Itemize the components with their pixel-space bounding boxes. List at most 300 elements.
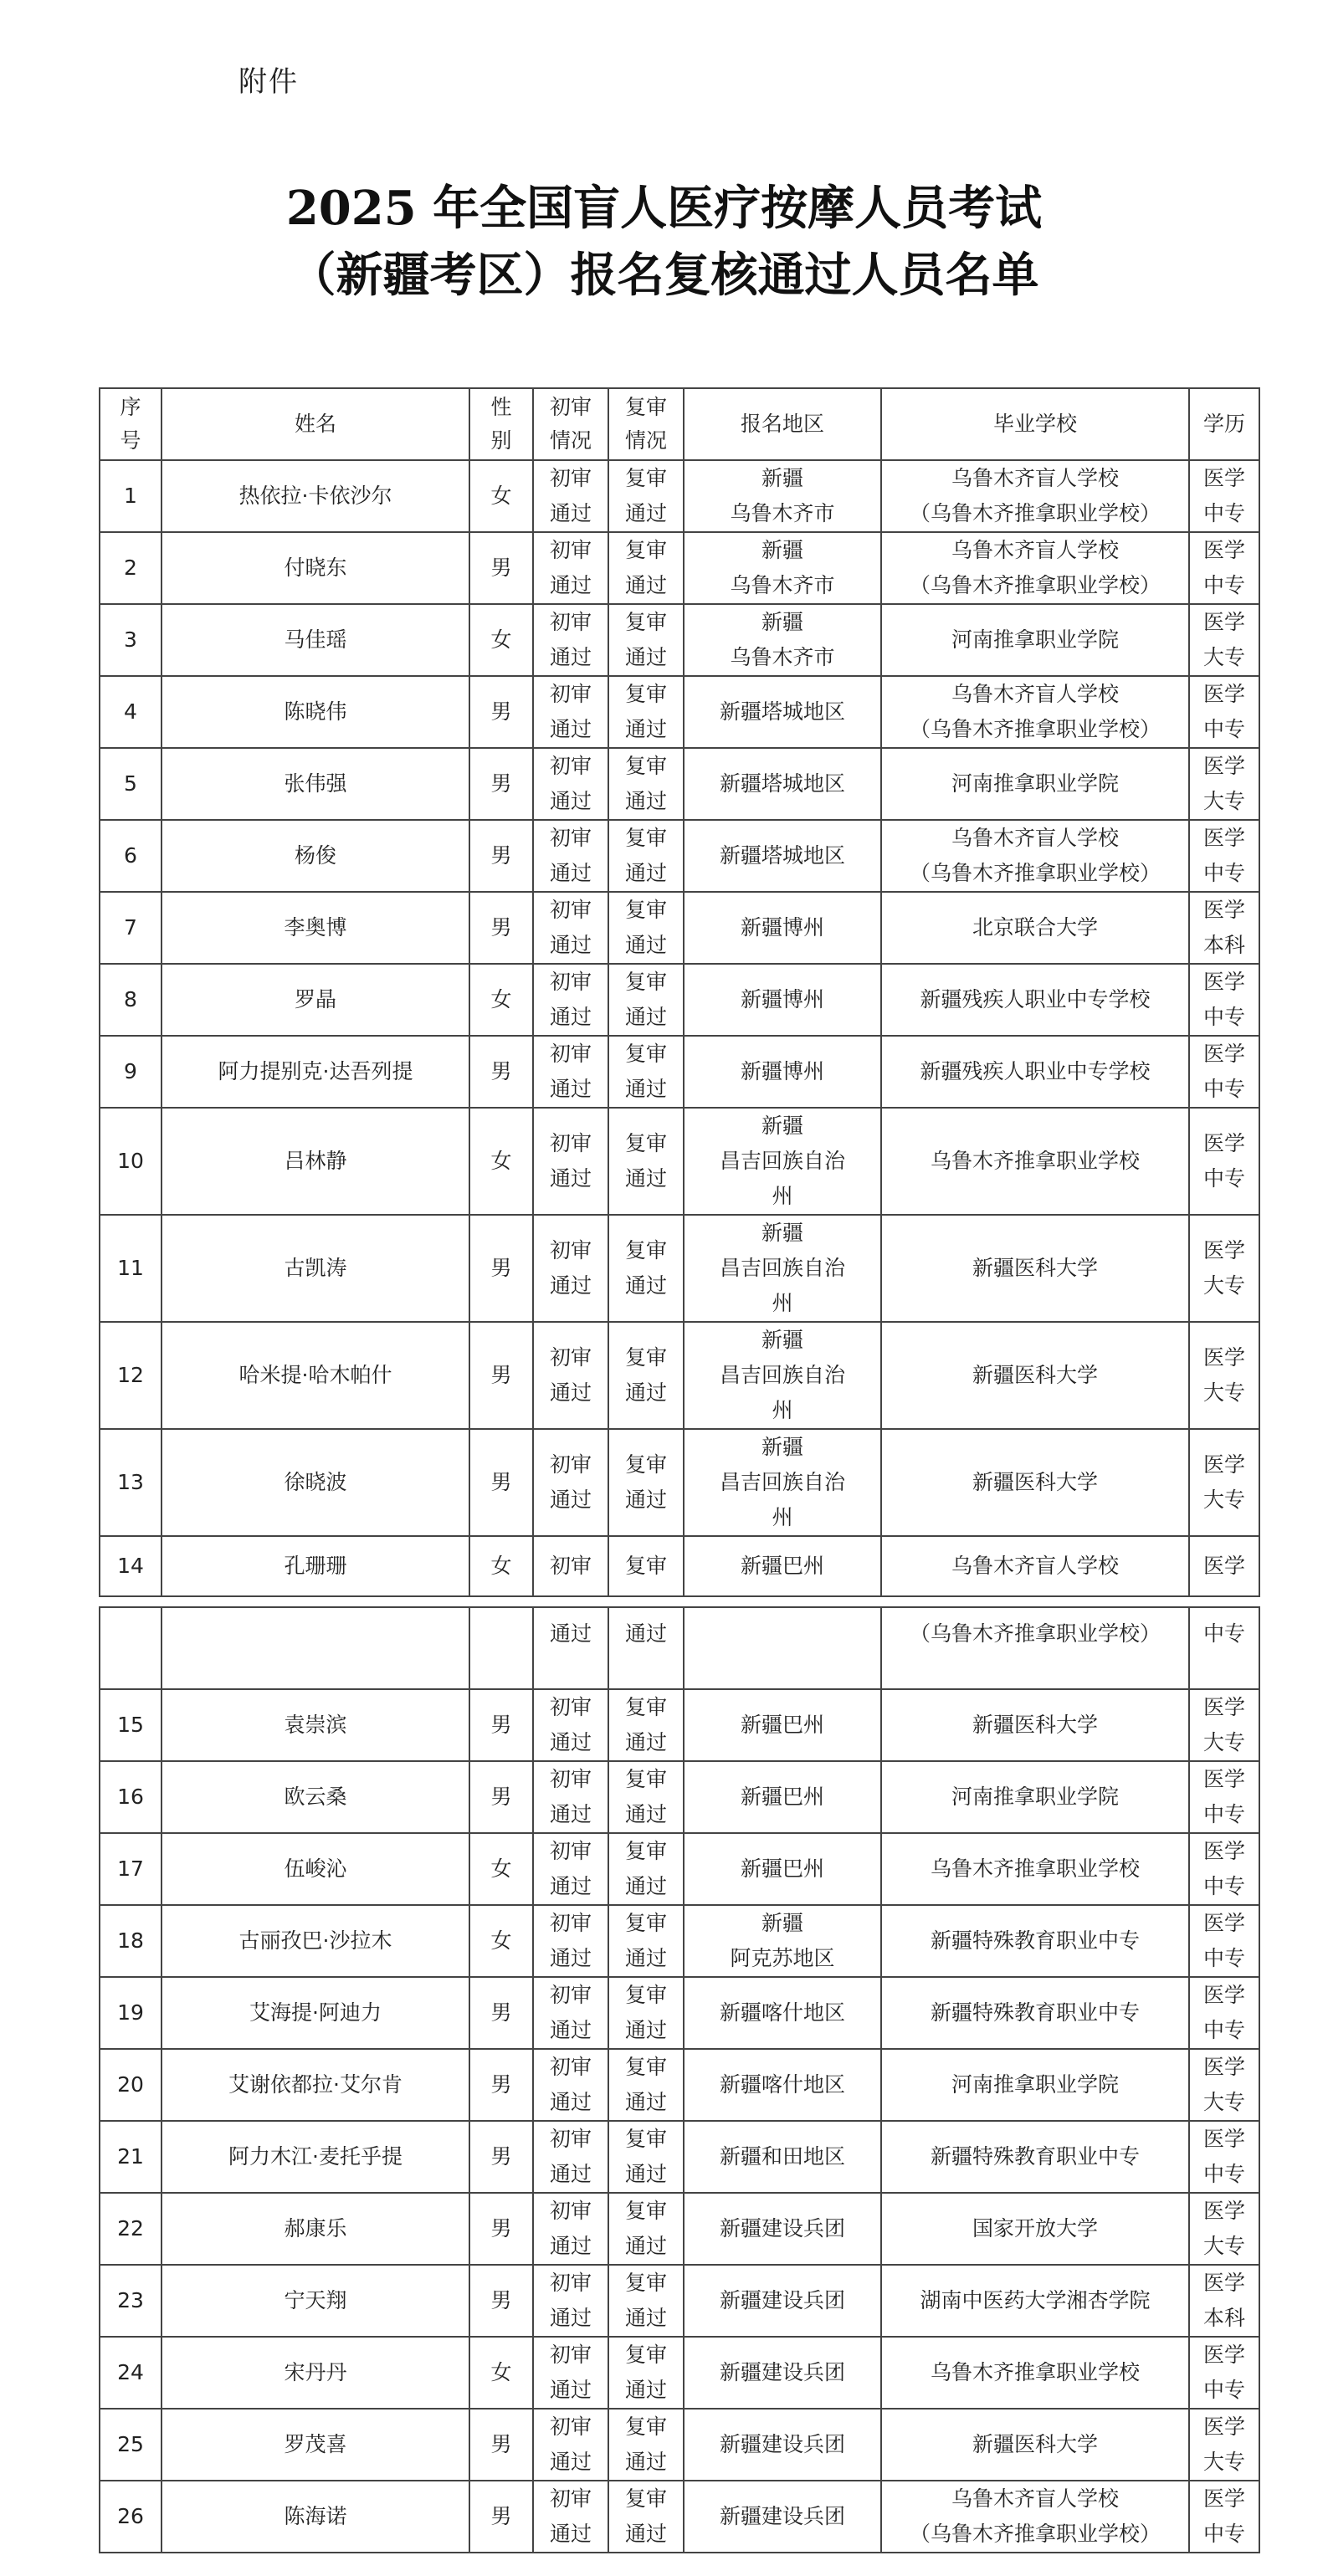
cell-line: 大专 [1202, 2450, 1245, 2474]
cell-line: 通过 [549, 1730, 592, 1754]
cell-line: 复审 [624, 1131, 667, 1155]
cell-name: 陈海诺 [162, 2481, 469, 2553]
cell-education [1189, 1036, 1259, 1108]
cell-name: 宁天翔 [162, 2265, 469, 2337]
table-row [100, 1429, 1259, 1536]
cell-line: 湖南中医药大学湘杏学院 [920, 2288, 1151, 2312]
cell-school [881, 1905, 1189, 1977]
cell-second-review [608, 2121, 684, 2193]
cell-education [1189, 1761, 1259, 1833]
cell-line: 通过 [549, 1005, 592, 1029]
cell-second-review [608, 1215, 684, 1322]
cell-initial-review [533, 532, 608, 604]
cell-school [881, 2121, 1189, 2193]
cell-line: 医学 [1202, 1042, 1245, 1066]
cell-line: 初审 [549, 682, 592, 706]
table-row [100, 532, 1259, 604]
cell-seq: 16 [100, 1761, 162, 1833]
cell-line: 国家开放大学 [972, 2216, 1098, 2241]
table-row [100, 2193, 1259, 2265]
cell-line: 通过 [624, 1005, 667, 1029]
cell-school [881, 1108, 1189, 1215]
cell-initial-review [533, 1322, 608, 1429]
cell-second-review [608, 676, 684, 748]
cell-line: 通过 [549, 1621, 592, 1646]
cell-line: 医学 [1202, 2271, 1245, 2295]
cell-initial-review [533, 1689, 608, 1761]
cell-line: 中专 [1202, 1166, 1245, 1191]
cell-line: 通过 [624, 1802, 667, 1826]
cell-school [881, 748, 1189, 820]
cell-school [881, 964, 1189, 1036]
document-title-line1: 2025 年全国盲人医疗按摩人员考试 [285, 181, 1043, 236]
cell-line: 通过 [549, 2162, 592, 2186]
cell-line: 新疆巴州 [740, 1856, 824, 1881]
header-region: 报名地区 [684, 388, 881, 460]
cell-line: 北京联合大学 [972, 915, 1098, 940]
cell-line: 初审 [549, 610, 592, 634]
cell-region [684, 1761, 881, 1833]
cell-gender: 男 [469, 1215, 533, 1322]
cell-gender: 男 [469, 1761, 533, 1833]
cell-line: 初审 [549, 1452, 592, 1477]
cell-line: 州 [772, 1291, 793, 1315]
cell-line: 初审 [549, 1767, 592, 1791]
cell-school [881, 1833, 1189, 1905]
cell-region [684, 820, 881, 892]
cell-region [684, 964, 881, 1036]
cell-initial-review [533, 820, 608, 892]
cell-line: 复审 [624, 754, 667, 778]
cell-line: 通过 [549, 1273, 592, 1298]
cell-second-review [608, 1536, 684, 1596]
cell-line: 新疆 [761, 1114, 803, 1138]
cell-line: 医学 [1202, 682, 1245, 706]
cell-line: 河南推拿职业学院 [951, 2072, 1119, 2097]
cell-line: 通过 [549, 1488, 592, 1512]
cell-line: 复审 [624, 682, 667, 706]
cell-education [1189, 676, 1259, 748]
cell-seq: 8 [100, 964, 162, 1036]
cell-line: 新疆特殊教育职业中专 [930, 2000, 1140, 2025]
cell-line: 河南推拿职业学院 [951, 627, 1119, 652]
cell-seq [100, 1607, 162, 1689]
cell-region [684, 1536, 881, 1596]
cell-initial-review [533, 2049, 608, 2121]
cell-line: 复审 [624, 1695, 667, 1719]
cell-line: 初审 [549, 1238, 592, 1262]
cell-gender: 女 [469, 1833, 533, 1905]
cell-line: 中专 [1202, 2162, 1245, 2186]
cell-name [162, 1607, 469, 1689]
cell-second-review [608, 2337, 684, 2409]
cell-seq: 17 [100, 1833, 162, 1905]
cell-gender: 男 [469, 2121, 533, 2193]
cell-line: 中专 [1202, 2378, 1245, 2402]
attachment-label: 附件 [238, 65, 299, 99]
cell-line: 复审 [624, 1452, 667, 1477]
cell-gender: 女 [469, 460, 533, 532]
cell-line: 通过 [624, 1380, 667, 1405]
cell-initial-review [533, 2481, 608, 2553]
cell-line: （乌鲁木齐推拿职业学校） [909, 1621, 1161, 1646]
cell-seq: 4 [100, 676, 162, 748]
cell-line: 乌鲁木齐推拿职业学校 [930, 1856, 1140, 1881]
cell-line: 新疆 [761, 1221, 803, 1245]
cell-line: 初审 [549, 1042, 592, 1066]
cell-line: 新疆 [761, 1328, 803, 1352]
cell-second-review [608, 460, 684, 532]
cell-region [684, 1036, 881, 1108]
cell-gender: 男 [469, 2409, 533, 2481]
cell-name: 阿力木江·麦托乎提 [162, 2121, 469, 2193]
cell-line: 复审 [624, 1911, 667, 1935]
cell-line: 通过 [624, 573, 667, 597]
cell-seq: 14 [100, 1536, 162, 1596]
header-name: 姓名 [162, 388, 469, 460]
cell-line: 初审 [549, 1911, 592, 1935]
cell-line: 通过 [624, 501, 667, 525]
cell-name: 郝康乐 [162, 2193, 469, 2265]
cell-line: 通过 [624, 717, 667, 741]
cell-line: 新疆医科大学 [972, 2432, 1098, 2456]
cell-line: 通过 [624, 645, 667, 669]
cell-line: 通过 [624, 2090, 667, 2114]
cell-school [881, 892, 1189, 964]
cell-school [881, 820, 1189, 892]
cell-line: 新疆 [761, 538, 803, 562]
cell-seq: 1 [100, 460, 162, 532]
cell-line: 中专 [1202, 2522, 1245, 2546]
table-header-row [100, 388, 1259, 460]
cell-region [684, 2049, 881, 2121]
cell-initial-review [533, 676, 608, 748]
cell-initial-review [533, 1536, 608, 1596]
cell-name: 艾海提·阿迪力 [162, 1977, 469, 2049]
cell-line: 大专 [1202, 1273, 1245, 1298]
cell-education [1189, 1977, 1259, 2049]
cell-line: 本科 [1202, 933, 1245, 957]
cell-initial-review [533, 892, 608, 964]
cell-initial-review [533, 1429, 608, 1536]
cell-line: 新疆巴州 [740, 1713, 824, 1737]
table-row [100, 2409, 1259, 2481]
cell-line: 通过 [549, 2378, 592, 2402]
cell-line: 复审 [624, 898, 667, 922]
cell-region [684, 2193, 881, 2265]
cell-line: 复审 [624, 2055, 667, 2079]
cell-line: 通过 [549, 1946, 592, 1970]
cell-seq: 24 [100, 2337, 162, 2409]
cell-line: （乌鲁木齐推拿职业学校） [909, 2522, 1161, 2546]
cell-line: 初审 [549, 1695, 592, 1719]
cell-education [1189, 820, 1259, 892]
cell-school [881, 2265, 1189, 2337]
cell-line: 医学 [1202, 2199, 1245, 2223]
cell-name: 徐晓波 [162, 1429, 469, 1536]
cell-line: 新疆建设兵团 [719, 2288, 845, 2312]
cell-education [1189, 2265, 1259, 2337]
cell-line: 乌鲁木齐盲人学校 [951, 682, 1119, 706]
table-row [100, 1761, 1259, 1833]
cell-gender: 男 [469, 820, 533, 892]
cell-second-review [608, 2265, 684, 2337]
cell-region [684, 2409, 881, 2481]
cell-second-review [608, 2409, 684, 2481]
cell-line: 通过 [549, 789, 592, 813]
cell-second-review [608, 532, 684, 604]
cell-line: 通过 [549, 1802, 592, 1826]
cell-education [1189, 1215, 1259, 1322]
cell-school [881, 2481, 1189, 2553]
cell-line: 通过 [624, 933, 667, 957]
cell-line: 医学 [1202, 1238, 1245, 1262]
cell-region [684, 2337, 881, 2409]
cell-name: 罗茂喜 [162, 2409, 469, 2481]
cell-school [881, 604, 1189, 676]
cell-line: 乌鲁木齐盲人学校 [951, 1554, 1119, 1578]
cell-line: 通过 [624, 1730, 667, 1754]
header-seq: 序 号 [100, 388, 162, 460]
cell-line: 通过 [549, 573, 592, 597]
cell-gender: 男 [469, 2481, 533, 2553]
table-row [100, 1833, 1259, 1905]
cell-school [881, 1607, 1189, 1689]
cell-line: 通过 [549, 2018, 592, 2042]
cell-line: 通过 [549, 1380, 592, 1405]
cell-region [684, 1607, 881, 1689]
cell-line: 初审 [549, 1554, 592, 1578]
table-row [100, 1108, 1259, 1215]
cell-gender: 男 [469, 1322, 533, 1429]
cell-line: 医学 [1202, 1911, 1245, 1935]
cell-line: 通过 [549, 717, 592, 741]
cell-line: 医学 [1202, 1695, 1245, 1719]
cell-line: 医学 [1202, 1983, 1245, 2007]
cell-line: 新疆特殊教育职业中专 [930, 2144, 1140, 2169]
cell-name: 杨俊 [162, 820, 469, 892]
cell-gender: 女 [469, 2337, 533, 2409]
cell-region [684, 2481, 881, 2553]
cell-line: 复审 [624, 2343, 667, 2367]
cell-education [1189, 1689, 1259, 1761]
cell-line: 通过 [549, 2234, 592, 2258]
cell-seq: 7 [100, 892, 162, 964]
cell-line: 医学 [1202, 1131, 1245, 1155]
cell-line: 通过 [549, 501, 592, 525]
cell-region [684, 1689, 881, 1761]
cell-line: 复审 [624, 2415, 667, 2439]
cell-initial-review [533, 2121, 608, 2193]
cell-line: 新疆 [761, 610, 803, 634]
roster-table-page1 [99, 387, 1260, 1597]
cell-initial-review [533, 1215, 608, 1322]
cell-name: 阿力提别克·达吾列提 [162, 1036, 469, 1108]
cell-line: 州 [772, 1184, 793, 1208]
cell-school [881, 1215, 1189, 1322]
cell-name: 古丽孜巴·沙拉木 [162, 1905, 469, 1977]
table-row [100, 1689, 1259, 1761]
cell-line: 初审 [549, 970, 592, 994]
cell-line: 初审 [549, 2415, 592, 2439]
cell-initial-review [533, 2193, 608, 2265]
cell-education [1189, 2409, 1259, 2481]
cell-education [1189, 532, 1259, 604]
cell-second-review [608, 1905, 684, 1977]
cell-line: 通过 [624, 1874, 667, 1898]
cell-line: 初审 [549, 2055, 592, 2079]
cell-line: 中专 [1202, 1005, 1245, 1029]
cell-line: 新疆医科大学 [972, 1470, 1098, 1494]
cell-line: 新疆塔城地区 [719, 771, 845, 796]
cell-school [881, 1977, 1189, 2049]
cell-school [881, 2193, 1189, 2265]
cell-line: 新疆博州 [740, 915, 824, 940]
cell-line: 中专 [1202, 1077, 1245, 1101]
cell-initial-review [533, 460, 608, 532]
cell-line: 新疆塔城地区 [719, 699, 845, 724]
cell-line: 阿克苏地区 [730, 1946, 835, 1970]
cell-education [1189, 748, 1259, 820]
cell-seq: 12 [100, 1322, 162, 1429]
table-row [100, 748, 1259, 820]
cell-line: 大专 [1202, 1380, 1245, 1405]
cell-initial-review [533, 1607, 608, 1689]
cell-line: 医学 [1202, 1345, 1245, 1370]
table-row [100, 460, 1259, 532]
cell-seq: 26 [100, 2481, 162, 2553]
cell-region [684, 1429, 881, 1536]
cell-line: 中专 [1202, 717, 1245, 741]
cell-line: 通过 [624, 1621, 667, 1646]
cell-gender: 男 [469, 2049, 533, 2121]
cell-line: 初审 [549, 466, 592, 490]
cell-line: 河南推拿职业学院 [951, 1785, 1119, 1809]
cell-line: 医学 [1202, 2127, 1245, 2151]
cell-line: 复审 [624, 538, 667, 562]
cell-line: 初审 [549, 754, 592, 778]
cell-school [881, 1761, 1189, 1833]
cell-initial-review [533, 964, 608, 1036]
cell-region [684, 2121, 881, 2193]
cell-seq: 5 [100, 748, 162, 820]
cell-region [684, 1322, 881, 1429]
cell-seq: 20 [100, 2049, 162, 2121]
cell-line: 乌鲁木齐盲人学校 [951, 538, 1119, 562]
cell-line: 新疆和田地区 [719, 2144, 845, 2169]
cell-line: 医学 [1202, 826, 1245, 850]
table-row [100, 1905, 1259, 1977]
cell-line: 医学 [1202, 898, 1245, 922]
cell-line: 中专 [1202, 861, 1245, 885]
cell-region [684, 604, 881, 676]
cell-line: 复审 [624, 826, 667, 850]
cell-line: 初审 [549, 826, 592, 850]
cell-line: 新疆 [761, 1911, 803, 1935]
cell-line: 通过 [549, 2306, 592, 2330]
cell-education [1189, 1833, 1259, 1905]
cell-line: 复审 [624, 1554, 667, 1578]
cell-second-review [608, 1689, 684, 1761]
cell-name: 吕林静 [162, 1108, 469, 1215]
cell-line: 医学 [1202, 1839, 1245, 1863]
cell-second-review [608, 2193, 684, 2265]
cell-seq: 11 [100, 1215, 162, 1322]
table-row [100, 2049, 1259, 2121]
cell-line: 新疆建设兵团 [719, 2216, 845, 2241]
header-school: 毕业学校 [881, 388, 1189, 460]
cell-line: 新疆医科大学 [972, 1256, 1098, 1280]
cell-gender: 女 [469, 1536, 533, 1596]
cell-second-review [608, 892, 684, 964]
cell-gender: 男 [469, 532, 533, 604]
cell-line: 新疆巴州 [740, 1785, 824, 1809]
cell-education [1189, 1607, 1259, 1689]
cell-line: 乌鲁木齐市 [730, 501, 835, 525]
cell-line: 中专 [1202, 1946, 1245, 1970]
cell-line: 新疆残疾人职业中专学校 [920, 1059, 1151, 1083]
cell-gender: 女 [469, 1905, 533, 1977]
cell-initial-review [533, 748, 608, 820]
cell-line: 复审 [624, 1839, 667, 1863]
cell-line: 初审 [549, 538, 592, 562]
cell-line: 通过 [549, 645, 592, 669]
cell-line: 复审 [624, 610, 667, 634]
cell-education [1189, 1905, 1259, 1977]
cell-seq: 15 [100, 1689, 162, 1761]
cell-line: 河南推拿职业学院 [951, 771, 1119, 796]
cell-line: 复审 [624, 2271, 667, 2295]
cell-school [881, 1036, 1189, 1108]
cell-name: 哈米提·哈木帕什 [162, 1322, 469, 1429]
table-row [100, 1977, 1259, 2049]
cell-initial-review [533, 1905, 608, 1977]
table-row [100, 604, 1259, 676]
cell-line: 医学 [1202, 466, 1245, 490]
cell-education [1189, 1108, 1259, 1215]
cell-line: 通过 [624, 861, 667, 885]
cell-seq: 3 [100, 604, 162, 676]
cell-school [881, 1429, 1189, 1536]
cell-initial-review [533, 2337, 608, 2409]
table-row [100, 1322, 1259, 1429]
cell-line: 乌鲁木齐推拿职业学校 [930, 1149, 1140, 1173]
cell-seq: 9 [100, 1036, 162, 1108]
cell-line: 新疆喀什地区 [719, 2072, 845, 2097]
cell-region [684, 1905, 881, 1977]
cell-school [881, 676, 1189, 748]
cell-line: 中专 [1202, 1802, 1245, 1826]
cell-second-review [608, 1429, 684, 1536]
cell-line: 州 [772, 1398, 793, 1422]
cell-second-review [608, 1833, 684, 1905]
table-row [100, 676, 1259, 748]
cell-initial-review [533, 604, 608, 676]
cell-name: 付晓东 [162, 532, 469, 604]
cell-line: 大专 [1202, 2234, 1245, 2258]
cell-line: 通过 [549, 2522, 592, 2546]
cell-line: 复审 [624, 2199, 667, 2223]
cell-line: 昌吉回族自治 [719, 1363, 845, 1387]
header-second-review: 复审 情况 [608, 388, 684, 460]
cell-school [881, 2409, 1189, 2481]
cell-line: 初审 [549, 2343, 592, 2367]
table-row [100, 1215, 1259, 1322]
cell-line: 中专 [1202, 1621, 1245, 1646]
cell-line: 复审 [624, 1042, 667, 1066]
table-row [100, 2265, 1259, 2337]
cell-line: 初审 [549, 2127, 592, 2151]
